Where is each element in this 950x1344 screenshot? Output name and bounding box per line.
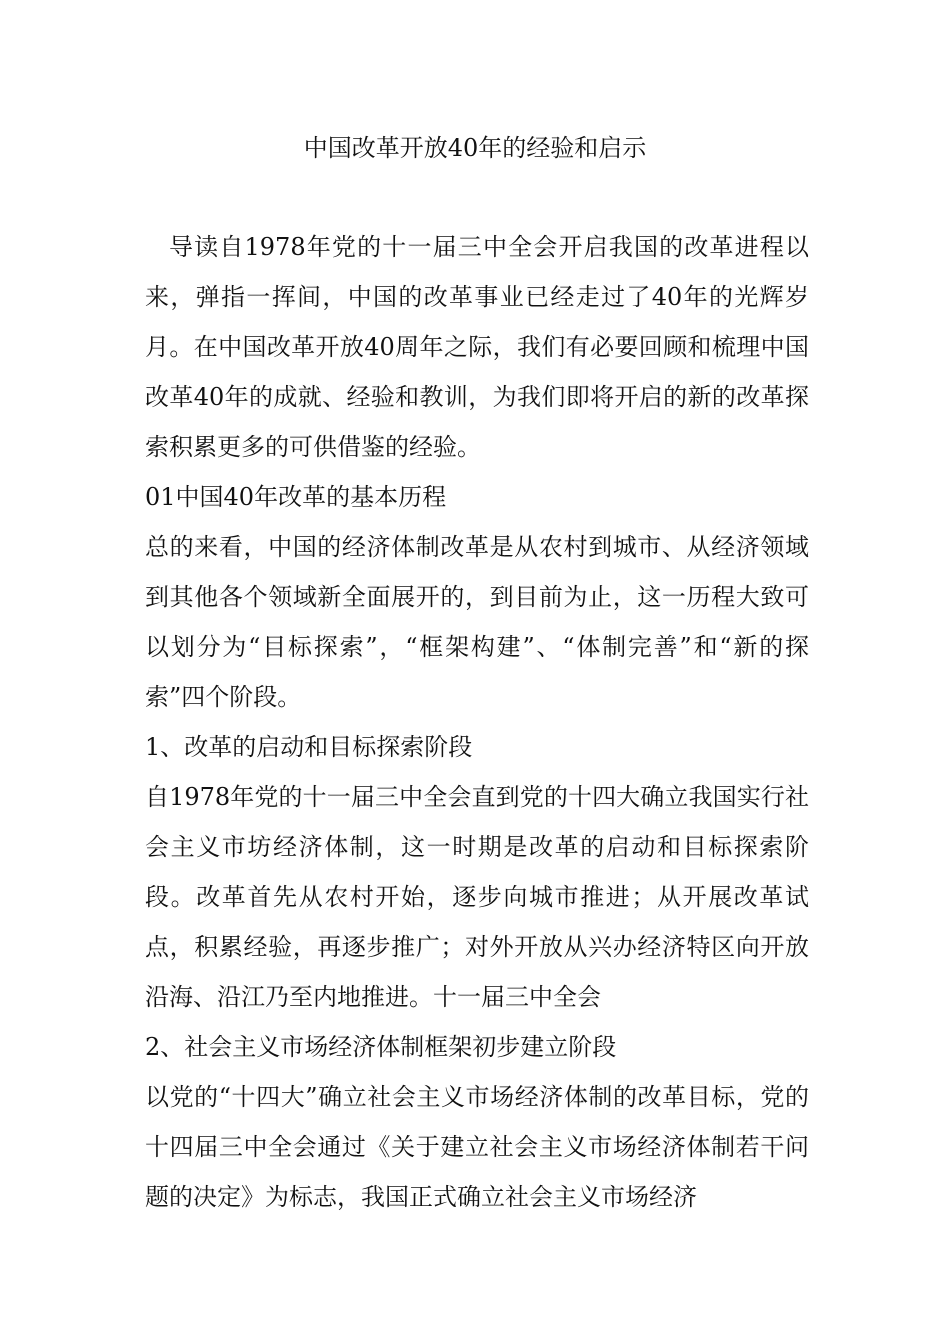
document-body <box>145 222 809 1222</box>
intro-paragraph: 导读自1978年党的十一届三中全会开启我国的改革进程以来，弹指一挥间，中国的改革事业已经走过了40年的光辉岁月。在中国改革开放40周年之际，我们有必要回顾和梳理中国改革40年的成就、经验和教训，为我们即将开启的新的改革探索积累更多的可供借鉴的经验。 <box>145 233 809 461</box>
section-heading-01: 01中国40年改革的基本历程 <box>145 483 447 511</box>
stage-1-paragraph: 自1978年党的十一届三中全会直到党的十四大确立我国实行社会主义市坊经济体制，这一时期是改革的启动和目标探索阶段。改革首先从农村开始，逐步向城市推进；从开展改革试点，积累经验，再逐步推广；对外开放从兴办经济特区向开放沿海、沿江乃至内地推进。十一届三中全会 <box>145 783 809 1011</box>
stage-2-paragraph: 以党的“十四大”确立社会主义市场经济体制的改革目标，党的十四届三中全会通过《关于建立社会主义市场经济体制若干问题的决定》为标志，我国正式确立社会主义市场经济 <box>145 1083 809 1211</box>
subsection-heading-2: 2、社会主义市场经济体制框架初步建立阶段 <box>145 1033 617 1061</box>
overview-paragraph: 总的来看，中国的经济体制改革是从农村到城市、从经济领域到其他各个领域新全面展开的，到目前为止，这一历程大致可以划分为“目标探索”，“框架构建”、“体制完善”和“新的探索”四个阶段。 <box>145 533 809 711</box>
document-title: 中国改革开放40年的经验和启示 <box>303 134 647 162</box>
subsection-heading-1: 1、改革的启动和目标探索阶段 <box>145 733 473 761</box>
